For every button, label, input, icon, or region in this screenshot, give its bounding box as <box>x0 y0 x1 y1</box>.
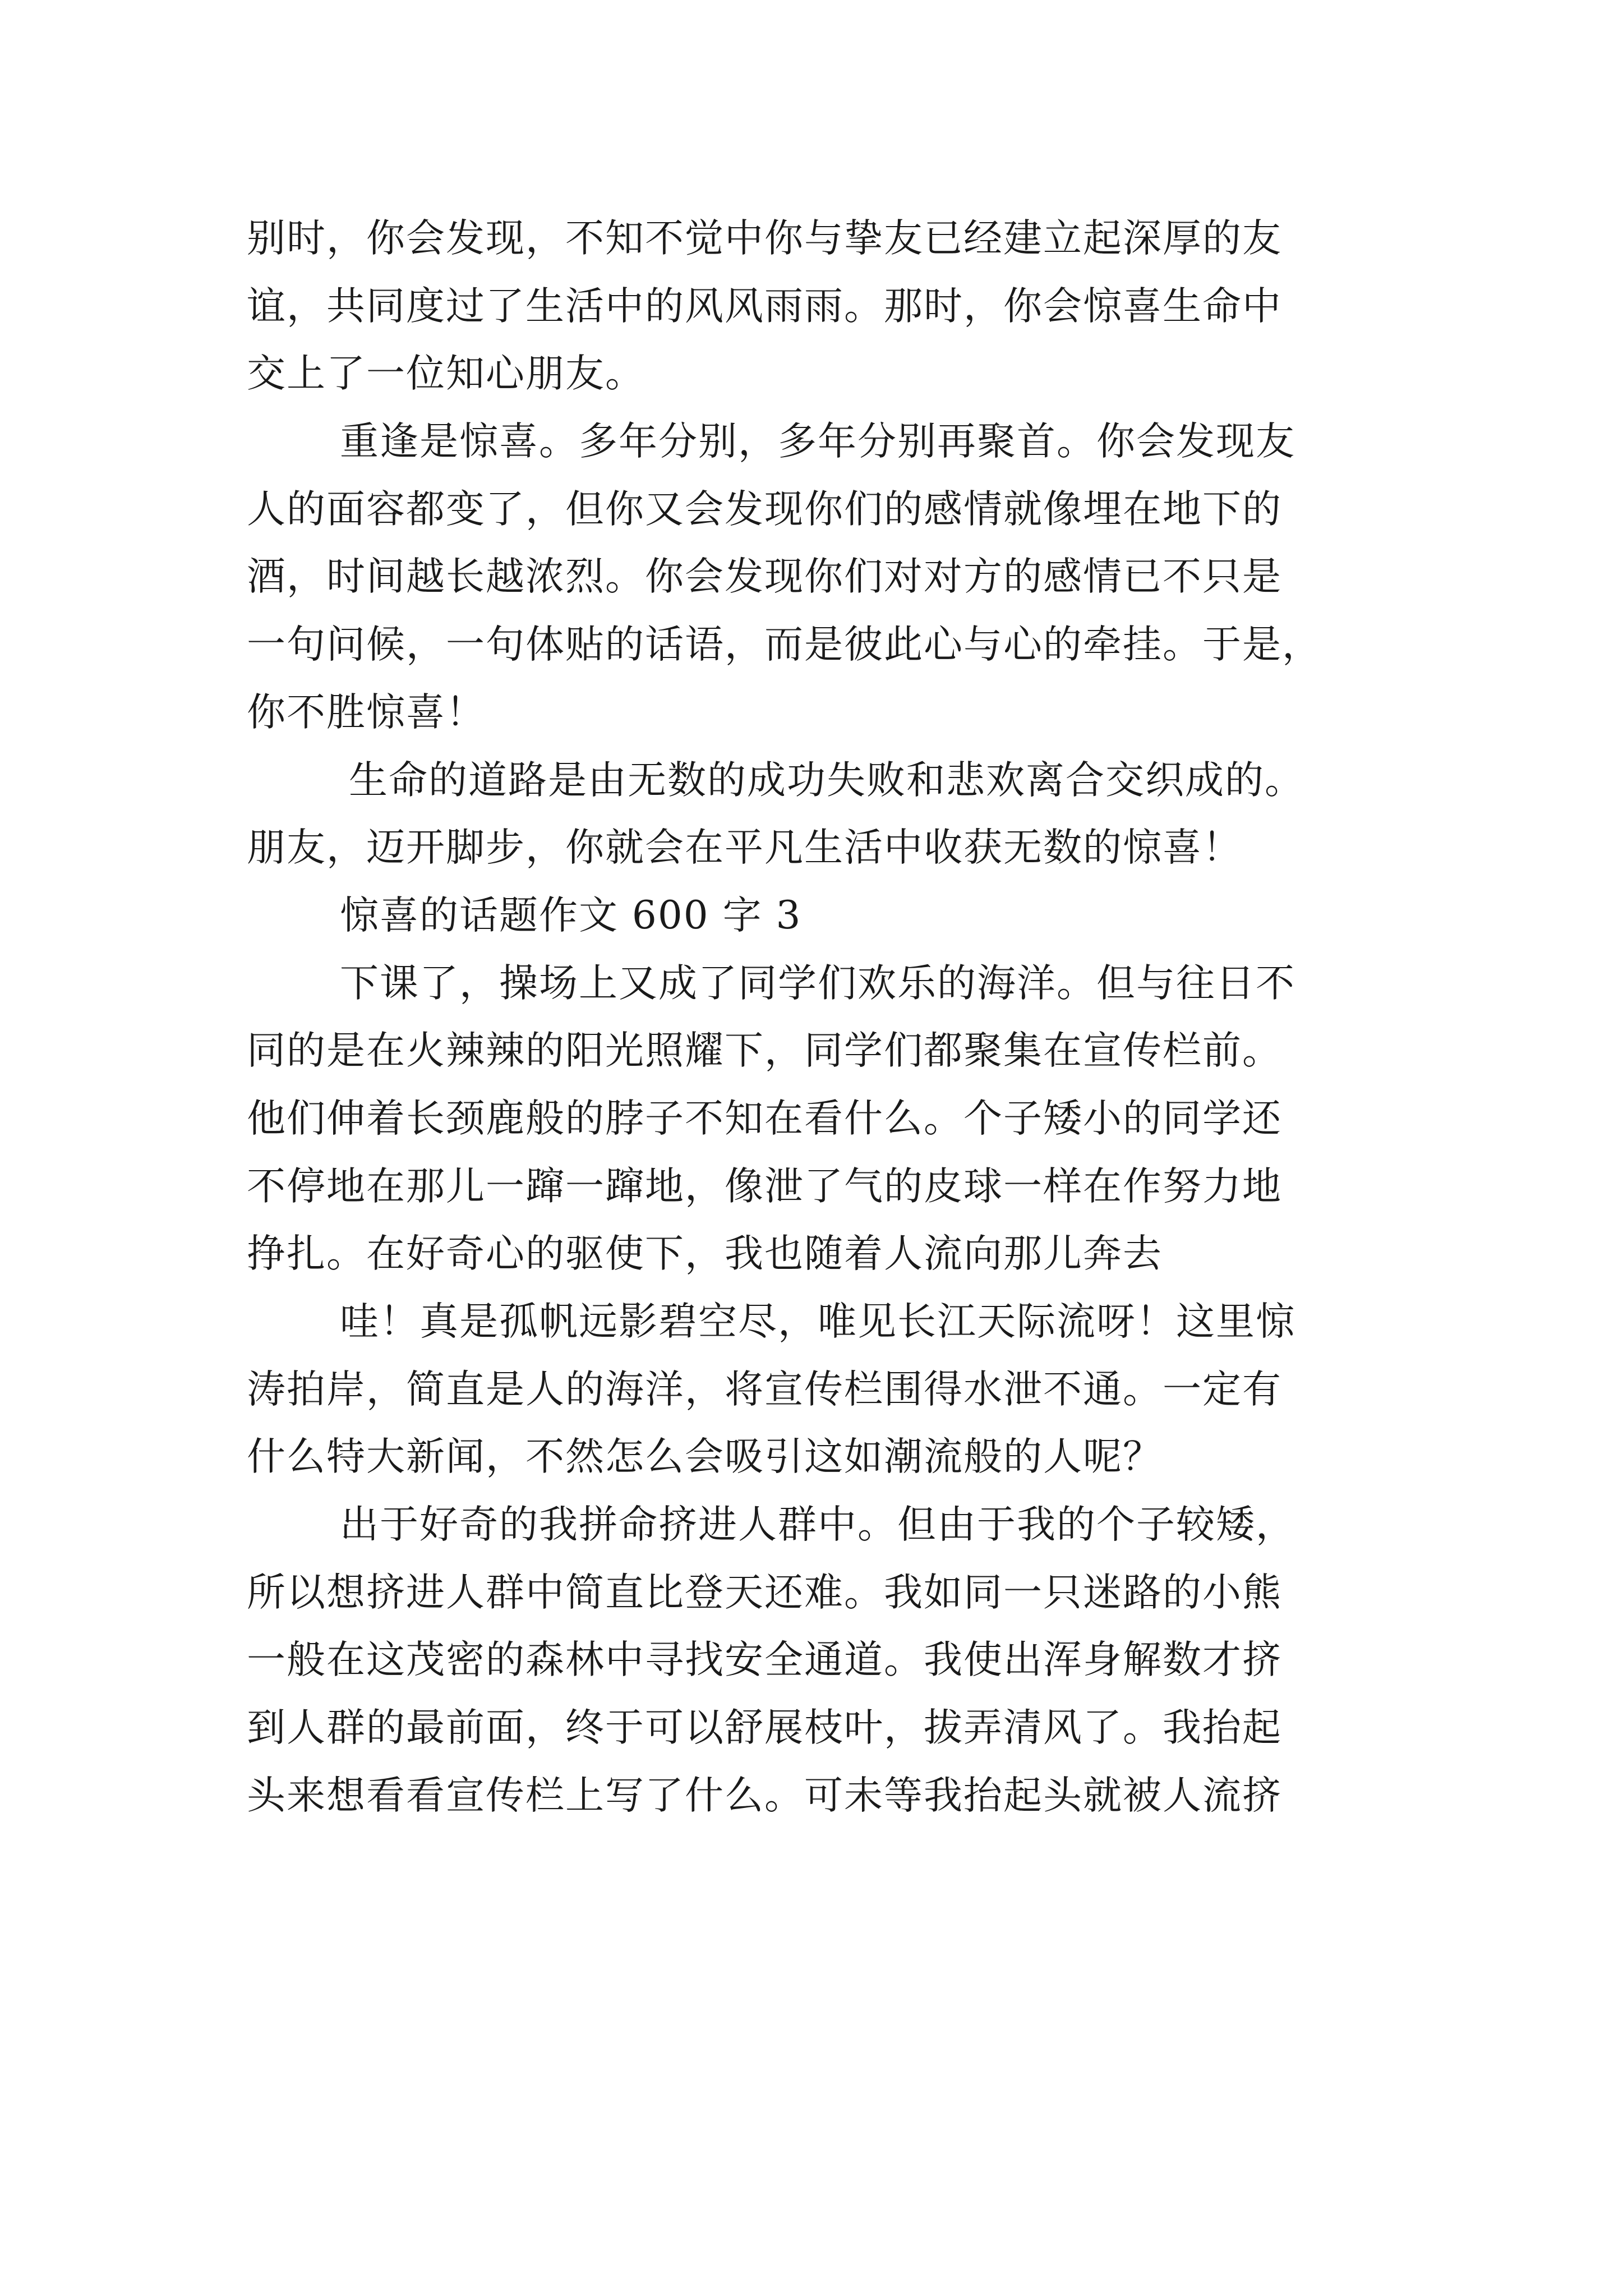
text-line: 交上了一位知心朋友。 <box>247 351 645 397</box>
paragraph-start-line: 下课了，操场上又成了同学们欢乐的海洋。但与往日不 <box>340 960 1295 1006</box>
section-heading: 惊喜的话题作文 600 字 3 <box>340 892 802 938</box>
essay-body <box>247 205 1424 1830</box>
text-line: 挣扎。在好奇心的驱使下，我也随着人流向那儿奔去 <box>247 1231 1163 1277</box>
text-line: 到人群的最前面，终于可以舒展枝叶，拔弄清风了。我抬起 <box>247 1705 1282 1751</box>
text-line: 什么特大新闻，不然怎么会吸引这如潮流般的人呢？ <box>247 1434 1163 1480</box>
text-line: 不停地在那儿一蹿一蹿地，像泄了气的皮球一样在作努力地 <box>247 1163 1282 1209</box>
text-line: 涛拍岸，简直是人的海洋，将宣传栏围得水泄不通。一定有 <box>247 1366 1282 1412</box>
text-line: 谊，共同度过了生活中的风风雨雨。那时，你会惊喜生命中 <box>247 283 1282 329</box>
text-line: 同的是在火辣辣的阳光照耀下，同学们都聚集在宣传栏前。 <box>247 1028 1282 1074</box>
text-line: 他们伸着长颈鹿般的脖子不知在看什么。个子矮小的同学还 <box>247 1096 1282 1141</box>
paragraph-start-line: 出于好奇的我拼命挤进人群中。但由于我的个子较矮， <box>340 1502 1295 1548</box>
paragraph-start-line: 哇！真是孤帆远影碧空尽，唯见长江天际流呀！这里惊 <box>340 1299 1295 1344</box>
paragraph-start-line: 重逢是惊喜。多年分别，多年分别再聚首。你会发现友 <box>340 419 1295 464</box>
text-line: 你不胜惊喜！ <box>247 689 486 735</box>
text-line: 酒，时间越长越浓烈。你会发现你们对对方的感情已不只是 <box>247 554 1282 600</box>
paragraph-start-line: 生命的道路是由无数的成功失败和悲欢离合交织成的。 <box>349 757 1304 803</box>
text-line: 所以想挤进人群中简直比登天还难。我如同一只迷路的小熊 <box>247 1570 1282 1615</box>
text-line: 一句问候，一句体贴的话语，而是彼此心与心的牵挂。于是， <box>247 622 1322 668</box>
text-line: 一般在这茂密的森林中寻找安全通道。我使出浑身解数才挤 <box>247 1637 1282 1683</box>
text-line: 头来想看看宣传栏上写了什么。可未等我抬起头就被人流挤 <box>247 1773 1282 1818</box>
text-line: 人的面容都变了，但你又会发现你们的感情就像埋在地下的 <box>247 486 1282 532</box>
text-line: 朋友，迈开脚步，你就会在平凡生活中收获无数的惊喜！ <box>247 825 1242 871</box>
text-line: 别时，你会发现，不知不觉中你与挚友已经建立起深厚的友 <box>247 216 1282 261</box>
